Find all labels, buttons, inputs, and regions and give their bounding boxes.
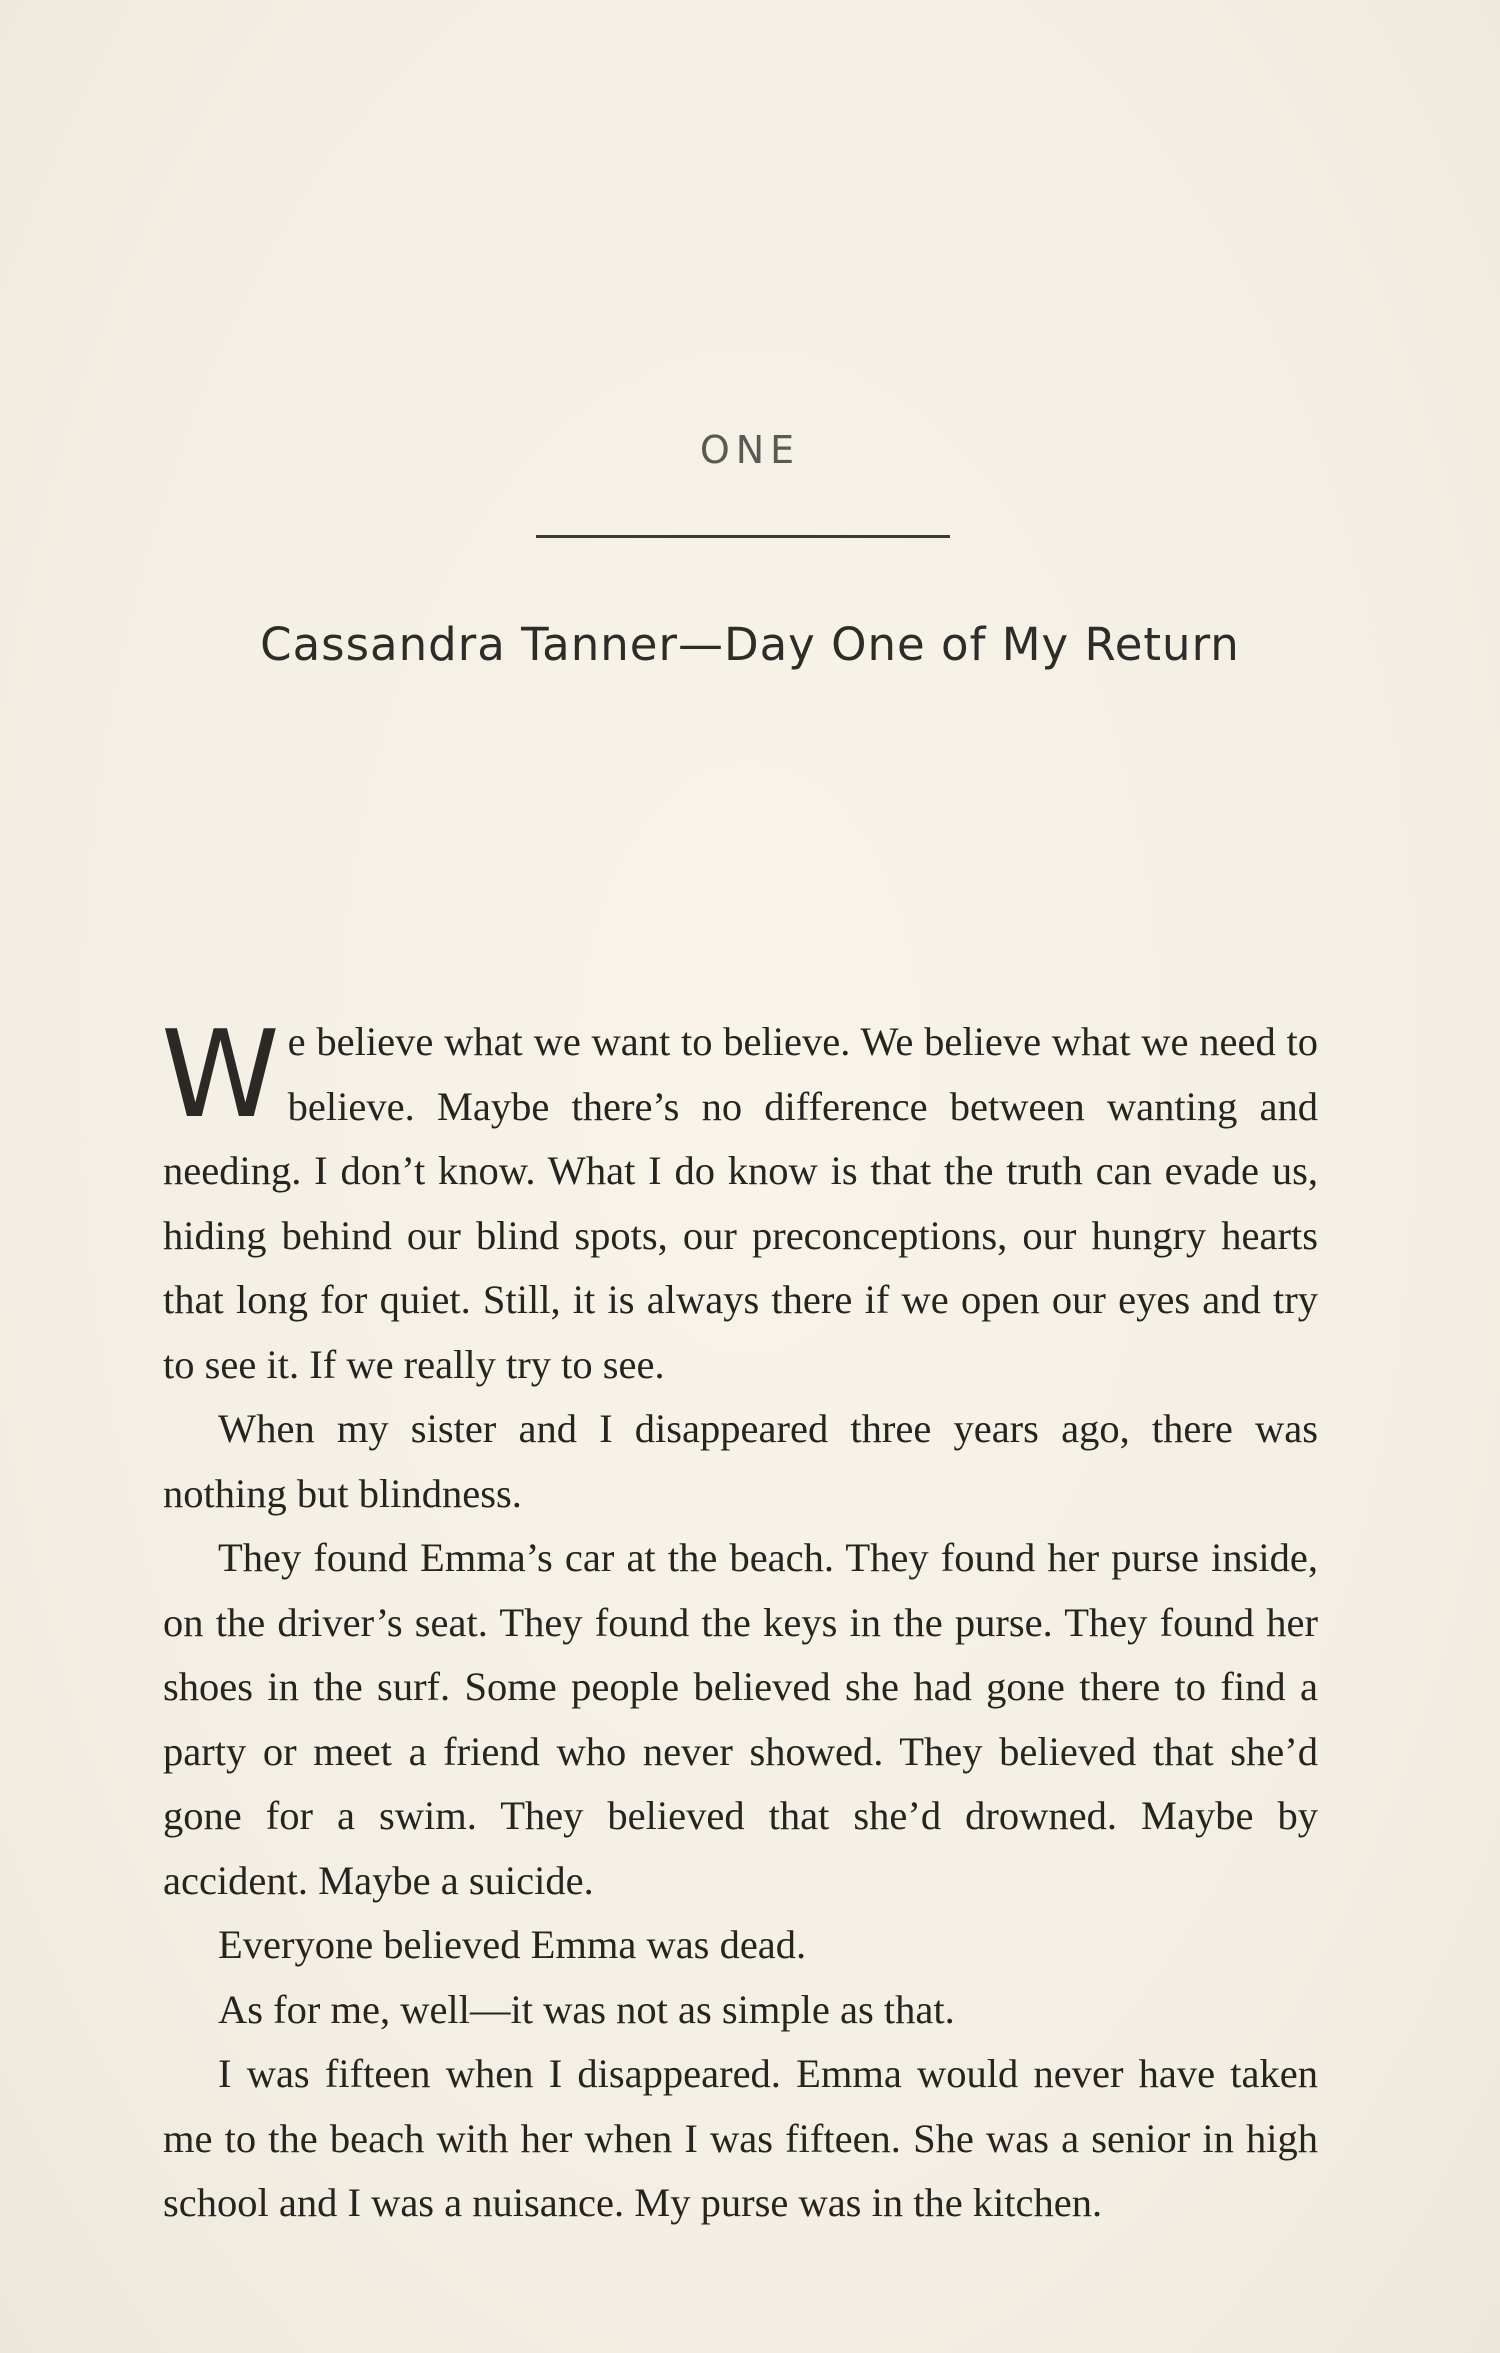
chapter-title: Cassandra Tanner—Day One of My Return [260,618,1240,671]
paragraph-4: Everyone believed Emma was dead. [218,1922,807,1967]
chapter-divider [536,535,950,538]
paragraph-5: As for me, well—it was not as simple as that. [218,1986,955,2032]
paragraph-1 [161,1006,1318,1397]
paragraph-3: They found Emma’s car at the beach. They found her purse inside, on the driver’s seat. They found the keys in the purse. They found her shoes in the surf. Some people believed she had gone there to find a party or meet a friend who never showed. They believed that she’d gone for a swim. They believed that she’d drowned. Maybe by accident. Maybe a suicide. [163,1535,1318,1903]
paragraph-2: When my sister and I disappeared three years ago, there was nothing but blindness. [163,1406,1318,1516]
chapter-number: ONE [699,428,801,472]
drop-cap: W [161,1006,276,1145]
paragraph-6: I was fifteen when I disappeared. Emma would never have taken me to the beach with her when I was fifteen. She was a senior in high school and I was a nuisance. My purse was in the kitchen. [163,2051,1318,2225]
paragraph-text: e believe what we want to believe. We believe what we need to believe. Maybe there’s no difference between wanting and needing. I don’t know. What I do know is that the truth can evade us, hiding behind our blind spots, our preconceptions, our hungry hearts that long for quiet. Still, it is always there if we open our eyes and try to see it. If we really try to see. [163,1019,1318,1387]
chapter-body [161,1006,1318,2236]
